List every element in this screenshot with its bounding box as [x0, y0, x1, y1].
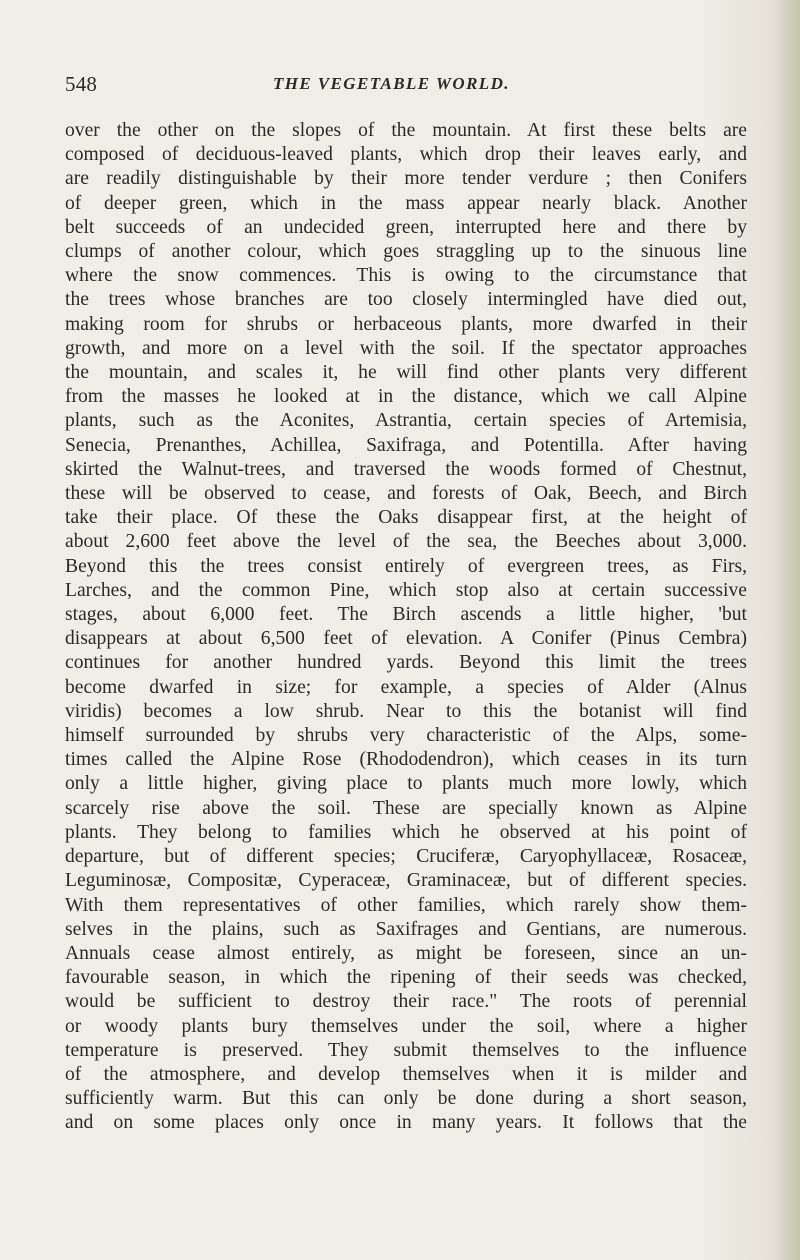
- text-line: the trees whose branches are too closely intermingled have died out,: [65, 289, 747, 311]
- text-line: himself surrounded by shrubs very characteristic of the Alps, some-: [65, 725, 747, 747]
- text-line: Leguminosæ, Compositæ, Cyperaceæ, Graminaceæ, but of different species.: [65, 870, 747, 892]
- text-line: the mountain, and scales it, he will find other plants very different: [65, 362, 747, 384]
- text-line: clumps of another colour, which goes straggling up to the sinuous line: [65, 241, 747, 263]
- text-line: scarcely rise above the soil. These are specially known as Alpine: [65, 797, 747, 819]
- text-line: making room for shrubs or herbaceous plants, more dwarfed in their: [65, 313, 747, 335]
- text-line: where the snow commences. This is owing to the circumstance that: [65, 265, 747, 287]
- text-line: are readily distinguishable by their more tender verdure ; then Conifers: [65, 168, 747, 190]
- text-line: growth, and more on a level with the soil. If the spectator approaches: [65, 337, 747, 359]
- body-text: [65, 119, 747, 1136]
- text-line: composed of deciduous-leaved plants, which drop their leaves early, and: [65, 144, 747, 166]
- text-line: plants. They belong to families which he observed at his point of: [65, 821, 747, 843]
- text-line: continues for another hundred yards. Beyond this limit the trees: [65, 652, 747, 674]
- text-line: viridis) becomes a low shrub. Near to this the botanist will find: [65, 700, 747, 722]
- text-line: plants, such as the Aconites, Astrantia, certain species of Artemisia,: [65, 410, 747, 432]
- text-line: and on some places only once in many years. It follows that the: [65, 1112, 747, 1134]
- text-line: these will be observed to cease, and forests of Oak, Beech, and Birch: [65, 483, 747, 505]
- text-line: selves in the plains, such as Saxifrages and Gentians, are numerous.: [65, 918, 747, 940]
- text-line: sufficiently warm. But this can only be done during a short season,: [65, 1088, 747, 1110]
- text-line: Annuals cease almost entirely, as might be foreseen, since an un-: [65, 942, 747, 964]
- text-line: times called the Alpine Rose (Rhododendron), which ceases in its turn: [65, 749, 747, 771]
- text-line: departure, but of different species; Cruciferæ, Caryophyllaceæ, Rosaceæ,: [65, 846, 747, 868]
- text-line: favourable season, in which the ripening of their seeds was checked,: [65, 967, 747, 989]
- text-line: or woody plants bury themselves under the soil, where a higher: [65, 1015, 747, 1037]
- text-line: become dwarfed in size; for example, a species of Alder (Alnus: [65, 676, 747, 698]
- text-line: skirted the Walnut-trees, and traversed the woods formed of Chestnut,: [65, 458, 747, 480]
- text-line: temperature is preserved. They submit themselves to the influence: [65, 1039, 747, 1061]
- page-edge-shadow: [774, 0, 800, 1260]
- text-line: Senecia, Prenanthes, Achillea, Saxifraga, and Potentilla. After having: [65, 434, 747, 456]
- text-line: Beyond this the trees consist entirely of evergreen trees, as Firs,: [65, 555, 747, 577]
- text-line: disappears at about 6,500 feet of elevation. A Conifer (Pinus Cembra): [65, 628, 747, 650]
- text-line: only a little higher, giving place to plants much more lowly, which: [65, 773, 747, 795]
- page-header: [65, 72, 745, 102]
- text-line: belt succeeds of an undecided green, interrupted here and there by: [65, 216, 747, 238]
- running-title: THE VEGETABLE WORLD.: [273, 74, 510, 93]
- text-line: With them representatives of other families, which rarely show them-: [65, 894, 747, 916]
- text-line: stages, about 6,000 feet. The Birch ascends a little higher, 'but: [65, 604, 747, 626]
- text-line: take their place. Of these the Oaks disappear first, at the height of: [65, 507, 747, 529]
- text-line: Larches, and the common Pine, which stop also at certain successive: [65, 579, 747, 601]
- text-line: of deeper green, which in the mass appear nearly black. Another: [65, 192, 747, 214]
- text-line: over the other on the slopes of the mountain. At first these belts are: [65, 120, 747, 141]
- page-number: 548: [65, 72, 98, 96]
- text-line: of the atmosphere, and develop themselves when it is milder and: [65, 1063, 747, 1085]
- text-line: would be sufficient to destroy their race." The roots of perennial: [65, 991, 747, 1013]
- text-line: about 2,600 feet above the level of the sea, the Beeches about 3,000.: [65, 531, 747, 553]
- text-line: from the masses he looked at in the distance, which we call Alpine: [65, 386, 747, 408]
